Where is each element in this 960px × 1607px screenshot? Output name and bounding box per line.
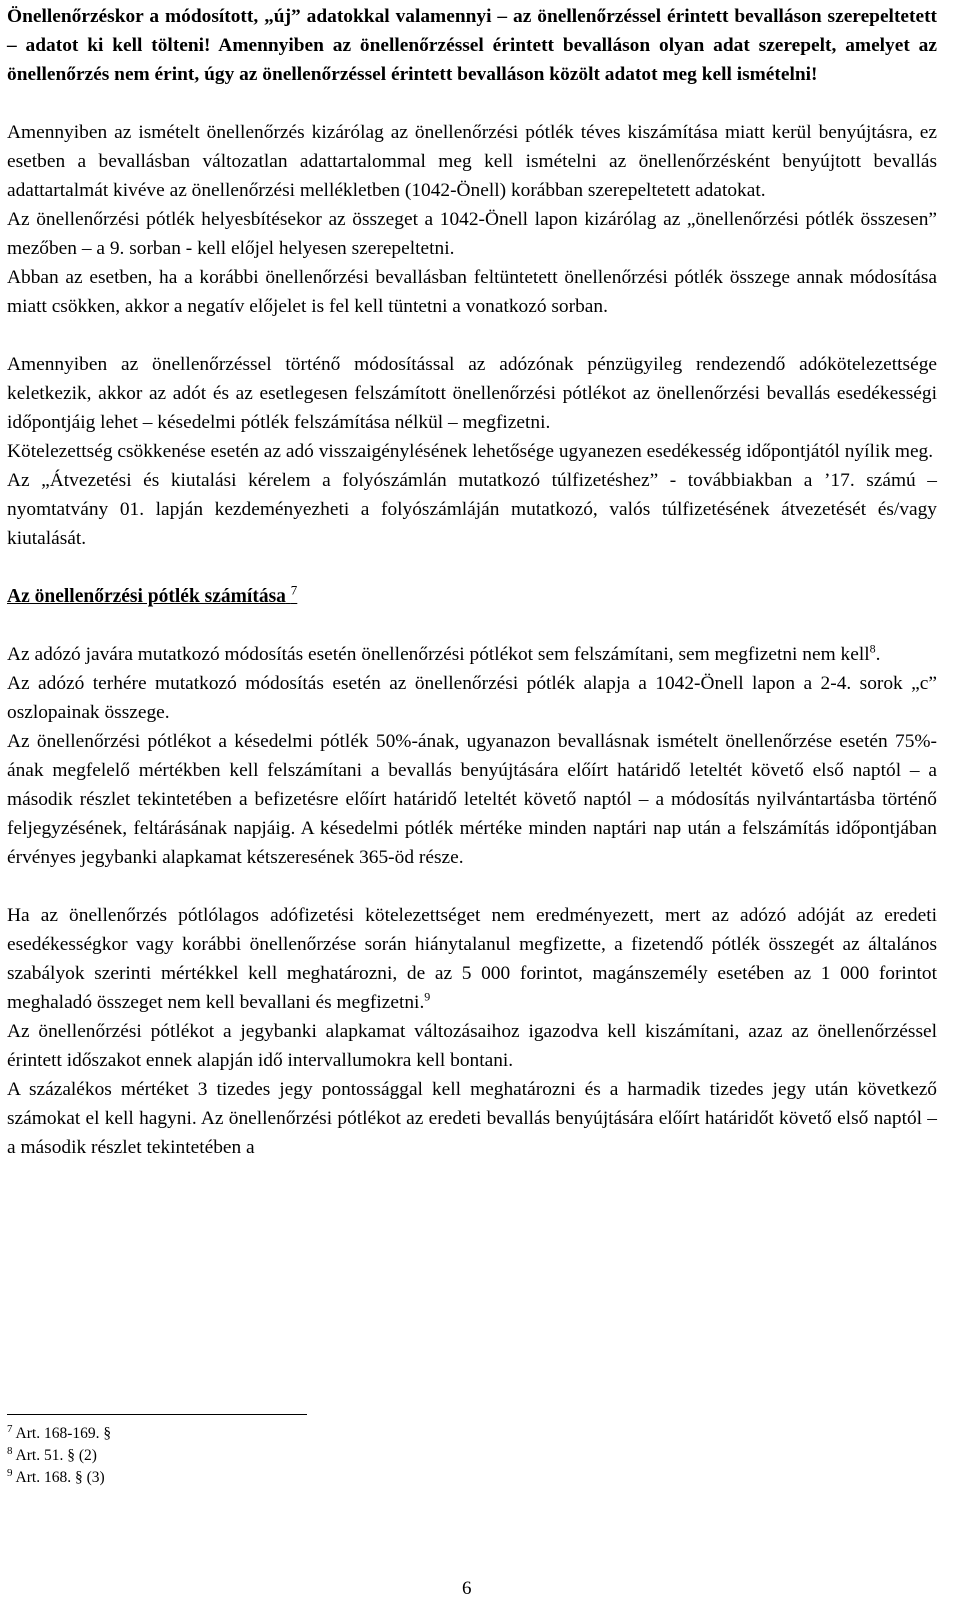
footnote-separator [7, 1414, 307, 1415]
paragraph-payment-deadline: Amennyiben az önellenőrzéssel történő módosítással az adózónak pénzügyileg rendezendő adókötelezettsége keletkezik, akkor az adót és az esetlegesen felszámított önellenőrzési pótlékot az önellenőrzési bevallás esedékességi időpontjáig lehet – késedelmi pótlék felszámítása nélkül – megfizetni. [7, 354, 937, 433]
paragraph-percentage-precision: A százalékos mértéket 3 tizedes jegy pontossággal kell meghatározni és a harmadik tizedes jegy után következő számokat el kell hagyni. Az önellenőrzési pótlékot az eredeti bevallás benyújtására előírt határidőt követő első naptól – a második részlet tekintetében a [7, 1079, 937, 1158]
footnote-7: $^7$ Art. 168-169. § [7, 1422, 112, 1442]
paragraph-base-rate-intervals: Az önellenőrzési pótlékot a jegybanki alapkamat változásaihoz igazodva kell kiszámítani, azaz az önellenőrzéssel érintett időszakot ennek alapján idő intervallumokra kell bontani. [7, 1021, 937, 1071]
paragraph-intro-bold: Önellenőrzéskor a módosított, „új” adatokkal valamennyi – az önellenőrzéssel érintett bevalláson szerepeltetett – adatot ki kell tölteni! Amennyiben az önellenőrzéssel érintett bevalláson olyan adat szerepelt, amelyet az önellenőrzés nem érint, úgy az önellenőrzéssel érintett bevalláson közölt adatot meg kell ismételni! [7, 6, 937, 85]
paragraph-transfer-request: Az „Átvezetési és kiutalási kérelem a folyószámlán mutatkozó túlfizetéshez” - továbbiakban a ’17. számú – nyomtatvány 01. lapján kezdeményezheti a folyószámláján mutatkozó, valós túlfizetésének átvezetését és/vagy kiutalását. [7, 470, 937, 549]
paragraph-surcharge-rate: Az önellenőrzési pótlékot a késedelmi pótlék 50%-ának, ugyanazon bevallásnak ismételt önellenőrzése esetén 75%-ának megfelelő mértékben kell felszámítani a bevallás benyújtására előírt határidő leteltét követő első naptól – a második részlet tekintetében a befizetésre előírt határidő leteltét követő naptól – a módosítás nyilvántartásba történő feljegyzésének, feltárásának napjáig. A késedelmi pótlék mértéke minden naptári nap után a felszámítás időpontjában érvényes jegybanki alapkamat kétszeresének 365-öd része. [7, 731, 937, 868]
paragraph-repeated-self-audit: Amennyiben az ismételt önellenőrzés kizárólag az önellenőrzési pótlék téves kiszámítása miatt kerül benyújtásra, ez esetben a bevallásban változatlan adattartalommal meg kell ismételni az önellenőrzésként benyújtott bevallás adattartalmát kivéve az önellenőrzési mellékletben (1042-Önell) korábban szerepeltetett adatokat. [7, 122, 937, 201]
paragraph-reclaim: Kötelezettség csökkenése esetén az adó visszaigénylésének lehetősége ugyanezen esedékesség időpontjától nyílik meg. [7, 441, 934, 462]
footnote-8: $^8$ Art. 51. § (2) [7, 1444, 97, 1464]
paragraph-taxpayer-favor: Az adózó javára mutatkozó módosítás esetén önellenőrzési pótlékot sem felszámítani, sem megfizetni nem kell$^8$. [7, 641, 881, 665]
document-body [7, 2, 937, 1162]
section-heading: Az önellenőrzési pótlék számítása $^7$ [7, 582, 298, 607]
heading-footnote-ref: 7 [290, 582, 298, 598]
paragraph-surcharge-correction: Az önellenőrzési pótlék helyesbítésekor az összeget a 1042-Önell lapon kizárólag az „önellenőrzési pótlék összesen” mezőben – a 9. sorban - kell előjel helyesen szerepeltetni. [7, 209, 937, 259]
paragraph-negative-sign: Abban az esetben, ha a korábbi önellenőrzési bevallásban feltüntetett önellenőrzési pótlék összege annak módosítása miatt csökken, akkor a negatív előjelet is fel kell tüntetni a vonatkozó sorban. [7, 267, 937, 317]
page-number: 6 [462, 1578, 472, 1599]
footnote-ref-8: 8 [869, 641, 876, 656]
paragraph-threshold: Ha az önellenőrzés pótlólagos adófizetési kötelezettséget nem eredményezett, mert az adózó adóját az eredeti esedékességkor vagy korábbi önellenőrzése során hiánytalanul megfizette, a fizetendő pótlék összegét az általános szabályok szerinti mértékkel kell meghatározni, de az 5 000 forintot, magánszemély esetében az 1 000 forintot meghaladó összeget nem kell bevallani és megfizetni.$^9$ [7, 905, 937, 1013]
footnote-ref-9: 9 [424, 989, 431, 1004]
paragraph-surcharge-base: Az adózó terhére mutatkozó módosítás esetén az önellenőrzési pótlék alapja a 1042-Önell lapon a 2-4. sorok „c” oszlopainak összege. [7, 673, 937, 723]
footnote-9: $^9$ Art. 168. § (3) [7, 1466, 105, 1486]
